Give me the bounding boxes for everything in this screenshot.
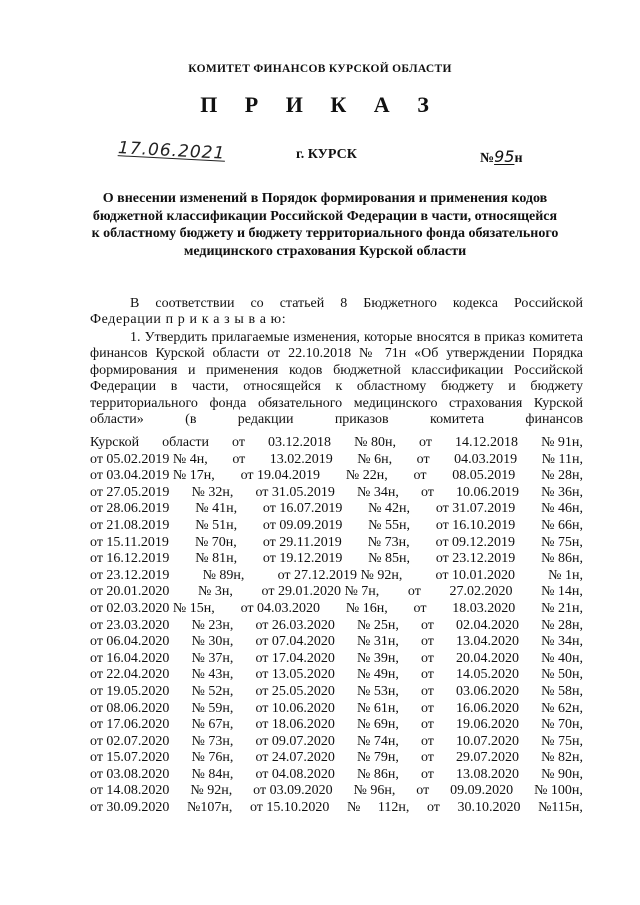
amendment-token: от 03.04.2019 № 17н, xyxy=(90,468,215,484)
amendment-token: 112н, xyxy=(377,800,410,816)
amendment-line xyxy=(90,701,583,718)
order-subject: О внесении изменений в Порядок формирования и применения кодов бюджетной классификации Российской Федерации в части, относящейся к областному бюджету и бюджету территориального фонда обязательного медицинского страхования Курской области xyxy=(91,191,559,259)
amendment-token: № 84н, xyxy=(191,766,234,782)
amendment-token: № 28н, xyxy=(541,468,583,484)
amendment-token: от xyxy=(413,600,427,616)
amendment-token: от 16.10.2019 xyxy=(435,517,516,533)
amendment-token: от 18.06.2020 xyxy=(255,717,335,733)
amendment-token: от 04.08.2020 xyxy=(255,766,335,782)
amendment-token: № 90н, xyxy=(541,766,583,782)
amendment-token: от 03.08.2020 xyxy=(90,766,170,782)
amendment-token: 14.12.2018 xyxy=(455,435,519,450)
amendment-token: № 100н, xyxy=(534,783,583,799)
amendment-token: от xyxy=(420,634,434,650)
amendment-line xyxy=(90,750,583,767)
amendment-token: 03.12.2018 xyxy=(268,435,332,450)
amendment-token: от 31.07.2019 xyxy=(435,501,516,517)
amendment-token: 16.06.2020 xyxy=(456,700,519,716)
amendment-token: от 16.12.2019 xyxy=(90,551,170,567)
amendment-token: № 34н, xyxy=(541,634,583,650)
amendment-token: от 22.04.2020 xyxy=(90,667,170,683)
amendment-token: от 02.03.2020 № 15н, xyxy=(90,600,215,616)
amendment-token: 30.10.2020 xyxy=(457,800,521,816)
amendment-token: от 19.04.2019 xyxy=(240,468,321,484)
amendment-token: от xyxy=(420,750,434,766)
document-type-title: П Р И К А З xyxy=(200,92,440,117)
amendment-line xyxy=(90,568,583,585)
city-label: г. КУРСК xyxy=(296,147,357,162)
amendment-token: от 02.07.2020 xyxy=(90,733,170,749)
amendment-line xyxy=(90,485,583,502)
amendment-token: от 15.07.2020 xyxy=(90,750,170,766)
amendment-token: от 23.12.2019 xyxy=(435,551,516,567)
amendment-line xyxy=(90,452,583,469)
amendment-token: № 42н, xyxy=(368,501,411,517)
amendment-token: от 31.05.2019 xyxy=(255,484,335,500)
amendment-token: 02.04.2020 xyxy=(456,617,519,633)
amendment-list xyxy=(90,435,583,817)
amendment-line xyxy=(90,584,583,601)
amendment-token: № 37н, xyxy=(191,650,234,666)
amendment-token: № 39н, xyxy=(357,650,399,666)
amendment-token: от 16.04.2020 xyxy=(90,650,170,666)
amendment-token: 13.08.2020 xyxy=(456,766,519,782)
amendment-line xyxy=(90,634,583,651)
amendment-token: от 06.04.2020 xyxy=(90,634,170,650)
amendment-token: № 53н, xyxy=(357,683,399,699)
amendment-line xyxy=(90,535,583,552)
amendment-token: от 08.06.2020 xyxy=(90,700,170,716)
amendment-token: № 46н, xyxy=(541,501,583,517)
amendment-token: № 11н, xyxy=(541,451,583,467)
amendment-token: от 25.05.2020 xyxy=(255,683,335,699)
amendment-token: от 16.07.2019 xyxy=(262,501,343,517)
amendment-token: № 86н, xyxy=(541,551,583,567)
amendment-token: № 43н, xyxy=(191,667,234,683)
amendment-token: от xyxy=(420,667,434,683)
amendment-token: № 51н, xyxy=(195,517,238,533)
amendment-token: от 19.12.2019 xyxy=(262,551,343,567)
amendment-token: 10.06.2019 xyxy=(456,484,519,500)
amendment-token: № 70н, xyxy=(541,717,583,733)
amendment-token: 19.06.2020 xyxy=(456,717,519,733)
amendment-token: 14.05.2020 xyxy=(456,667,519,683)
amendment-token: № 3н, xyxy=(198,584,233,600)
amendment-token: №107н, xyxy=(187,800,233,816)
amendment-token: 03.06.2020 xyxy=(456,683,519,699)
amendment-token: от 10.01.2020 xyxy=(435,567,515,583)
amendment-token: от 27.05.2019 xyxy=(90,484,170,500)
organization-name: КОМИТЕТ ФИНАНСОВ КУРСКОЙ ОБЛАСТИ xyxy=(188,63,452,75)
amendment-token: № 75н, xyxy=(541,534,583,550)
amendment-token: от xyxy=(420,700,434,716)
amendment-token: от 20.01.2020 xyxy=(90,584,170,600)
amendment-token: от 10.06.2020 xyxy=(255,700,335,716)
amendment-token: от 15.10.2020 xyxy=(249,800,330,816)
amendment-token: № 96н, xyxy=(353,783,396,799)
amendment-token: от 27.12.2019 № 92н, xyxy=(277,567,403,583)
amendment-line xyxy=(90,601,583,618)
amendment-token: № 14н, xyxy=(541,584,583,600)
amendment-token: от xyxy=(407,584,421,600)
amendment-token: № xyxy=(346,800,361,816)
amendment-token: от xyxy=(420,733,434,749)
amendment-token: области xyxy=(162,435,209,450)
amendment-token: № 1н, xyxy=(548,567,583,583)
amendment-token: от 13.05.2020 xyxy=(255,667,335,683)
amendment-token: от xyxy=(413,468,427,484)
amendment-token: 10.07.2020 xyxy=(456,733,519,749)
amendment-token: № 80н, xyxy=(354,435,396,450)
amendment-token: № 73н, xyxy=(367,534,410,550)
amendment-token: № 6н, xyxy=(357,451,393,467)
preamble-line-2: Федерации п р и к а з ы в а ю: xyxy=(90,312,287,328)
order-number xyxy=(480,147,523,167)
amendment-token: № 70н, xyxy=(194,534,237,550)
handwritten-number: 95 xyxy=(494,147,515,166)
amendment-token: № 49н, xyxy=(357,667,399,683)
amendment-token: от xyxy=(420,766,434,782)
amendment-token: 04.03.2019 xyxy=(454,451,518,467)
amendment-token: № 40н, xyxy=(541,650,583,666)
amendment-token: от xyxy=(416,783,430,799)
amendment-line xyxy=(90,501,583,518)
amendment-token: от 15.11.2019 xyxy=(90,534,169,550)
amendment-token: от 03.09.2020 xyxy=(253,783,333,799)
amendment-line xyxy=(90,667,583,684)
amendment-token: от 14.08.2020 xyxy=(90,783,170,799)
amendment-token: № 22н, xyxy=(345,468,388,484)
amendment-line xyxy=(90,783,583,800)
amendment-token: от 23.12.2019 xyxy=(90,567,170,583)
amendment-token: от 28.06.2019 xyxy=(90,501,170,517)
amendment-token: 13.04.2020 xyxy=(456,634,519,650)
amendment-token: № 79н, xyxy=(357,750,399,766)
amendment-token: 13.02.2019 xyxy=(269,451,333,467)
amendment-line xyxy=(90,551,583,568)
amendment-token: № 34н, xyxy=(357,484,399,500)
amendment-token: от xyxy=(416,451,430,467)
amendment-token: от 30.09.2020 xyxy=(90,800,170,816)
amendment-token: от xyxy=(420,484,434,500)
amendment-token: от xyxy=(420,683,434,699)
amendment-token: № 36н, xyxy=(541,484,583,500)
amendment-token: от 17.06.2020 xyxy=(90,717,170,733)
amendment-token: от xyxy=(420,617,434,633)
amendment-token: № 52н, xyxy=(191,683,234,699)
amendment-token: 29.07.2020 xyxy=(456,750,519,766)
amendment-token: № 67н, xyxy=(191,717,234,733)
amendment-token: № 89н, xyxy=(202,567,245,583)
amendment-token: 08.05.2019 xyxy=(452,468,516,484)
amendment-token: от xyxy=(419,435,432,450)
amendment-token: 09.09.2020 xyxy=(450,783,514,799)
amendment-line xyxy=(90,734,583,751)
amendment-token: № 92н, xyxy=(190,783,233,799)
amendment-token: № 73н, xyxy=(191,733,234,749)
amendment-token: от 09.07.2020 xyxy=(255,733,335,749)
amendment-token: № 75н, xyxy=(541,733,583,749)
amendment-token: № 21н, xyxy=(541,600,583,616)
amendment-line xyxy=(90,684,583,701)
amendment-token: от 29.11.2019 xyxy=(262,534,342,550)
amendment-token: №115н, xyxy=(538,800,583,816)
amendment-line xyxy=(90,518,583,535)
amendment-line xyxy=(90,435,583,452)
amendment-token: Курской xyxy=(90,435,140,450)
amendment-token: № 81н, xyxy=(195,551,238,567)
amendment-token: 27.02.2020 xyxy=(449,584,513,600)
amendment-token: от 07.04.2020 xyxy=(255,634,335,650)
preamble xyxy=(90,296,583,329)
amendment-token: № 50н, xyxy=(541,667,583,683)
amendment-line xyxy=(90,468,583,485)
amendment-token: № 59н, xyxy=(191,700,234,716)
amendment-token: от 21.08.2019 xyxy=(90,517,170,533)
amendment-token: от 19.05.2020 xyxy=(90,683,170,699)
amendment-line xyxy=(90,717,583,734)
amendment-token: от xyxy=(232,451,246,467)
handwritten-date: 17.06.2021 xyxy=(117,138,226,164)
amendment-line xyxy=(90,651,583,668)
amendment-line xyxy=(90,618,583,635)
amendment-token: № 86н, xyxy=(357,766,399,782)
amendment-token: № 16н, xyxy=(345,600,388,616)
amendment-token: от xyxy=(420,717,434,733)
amendment-token: от 04.03.2020 xyxy=(240,600,321,616)
amendment-token: № 31н, xyxy=(357,634,399,650)
amendment-token: 20.04.2020 xyxy=(456,650,519,666)
amendment-token: от xyxy=(420,650,434,666)
amendment-token: от xyxy=(426,800,440,816)
amendment-token: № 76н, xyxy=(191,750,234,766)
amendment-token: № 58н, xyxy=(541,683,583,699)
amendment-token: № 85н, xyxy=(368,551,411,567)
amendment-token: от 29.01.2020 № 7н, xyxy=(261,584,380,600)
amendment-token: № 69н, xyxy=(357,717,399,733)
amendment-token: № 91н, xyxy=(541,435,583,450)
amendment-token: от 24.07.2020 xyxy=(255,750,335,766)
amendment-token: № 30н, xyxy=(191,634,234,650)
amendment-token: от xyxy=(232,435,245,450)
amendment-token: № 55н, xyxy=(368,517,411,533)
amendment-token: № 28н, xyxy=(541,617,583,633)
amendment-token: № 23н, xyxy=(191,617,234,633)
amendment-token: от 05.02.2019 № 4н, xyxy=(90,451,208,467)
amendment-token: от 26.03.2020 xyxy=(255,617,335,633)
amendment-token: от 09.09.2019 xyxy=(262,517,343,533)
amendment-token: № 32н, xyxy=(191,484,234,500)
amendment-token: № 66н, xyxy=(541,517,583,533)
amendment-token: № 62н, xyxy=(541,700,583,716)
amendment-token: № 41н, xyxy=(195,501,238,517)
amendment-token: от 09.12.2019 xyxy=(435,534,516,550)
amendment-token: 18.03.2020 xyxy=(452,600,516,616)
amendment-token: № 74н, xyxy=(357,733,399,749)
preamble-line-1: В соответствии со статьей 8 Бюджетного кодекса Российской xyxy=(130,296,583,311)
item-1-paragraph: 1. Утвердить прилагаемые изменения, которые вносятся в приказ комитета финансов Курской области от 22.10.2018 № 71н «Об утверждении Порядка формирования и применения кодов бюджетной классификации Российской Федерации в части, относящейся к областному бюджету и бюджету территориального фонда обязательного медицинского страхования Курской области» (в редакции приказов комитета финансов xyxy=(90,330,583,428)
amendment-token: от 23.03.2020 xyxy=(90,617,170,633)
amendment-token: № 25н, xyxy=(357,617,399,633)
number-label: № xyxy=(480,151,495,166)
amendment-token: № 61н, xyxy=(357,700,399,716)
amendment-line xyxy=(90,767,583,784)
number-suffix: н xyxy=(514,151,523,166)
amendment-token: от 17.04.2020 xyxy=(255,650,335,666)
amendment-token: № 82н, xyxy=(541,750,583,766)
amendment-line xyxy=(90,800,583,817)
